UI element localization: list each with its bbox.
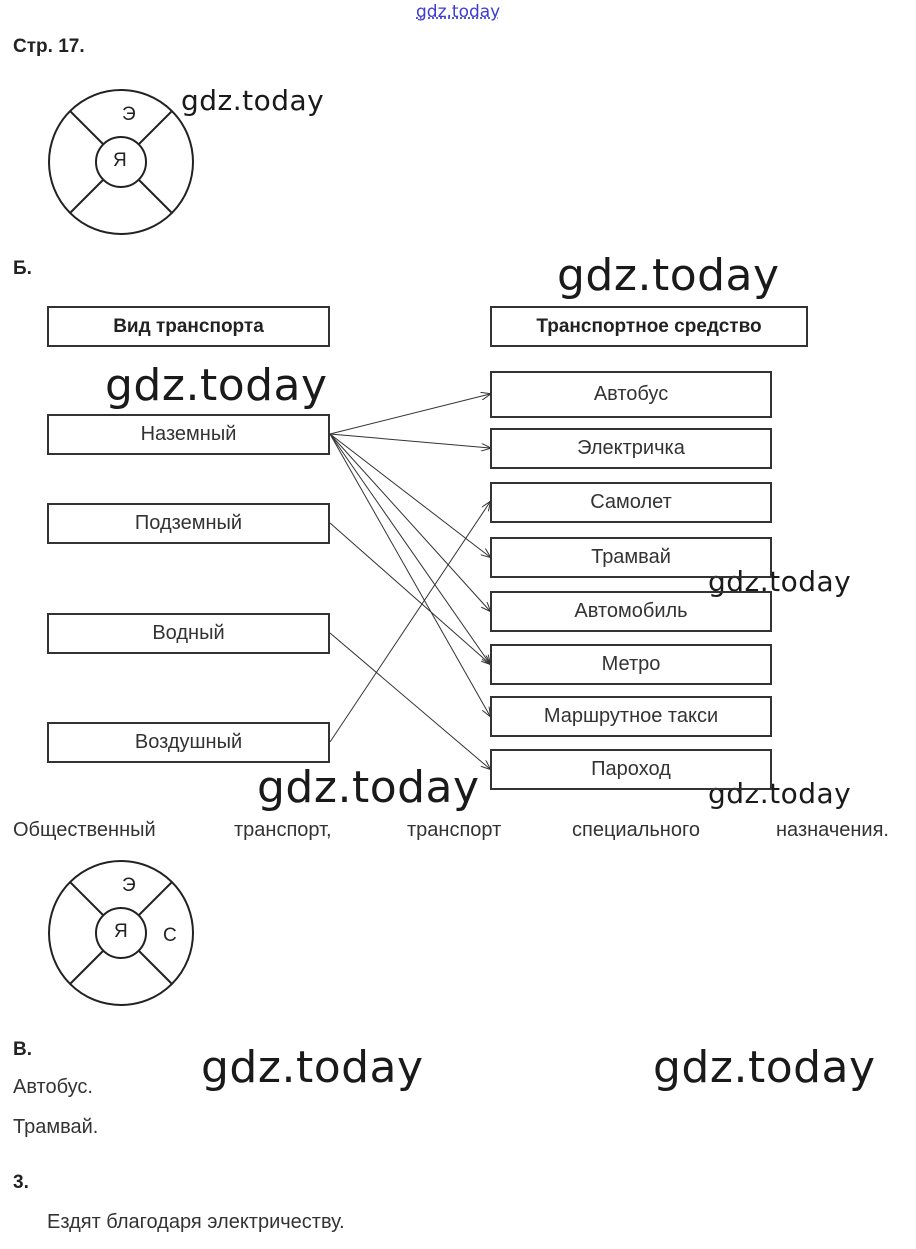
arrow-underground-metro <box>330 523 490 664</box>
watermark-1: gdz.today <box>181 84 325 117</box>
arrow-ground-metro <box>330 434 490 664</box>
right-item-plane: Самолет <box>490 482 772 523</box>
circle2-right-letter: С <box>163 925 177 946</box>
justified-line-word-1: Общественный <box>13 819 156 841</box>
section-v-line-1: Автобус. <box>13 1076 93 1098</box>
left-item-underground: Подземный <box>47 503 330 544</box>
justified-line-word-5: назначения. <box>776 819 889 841</box>
circle1-top-letter: Э <box>122 104 136 125</box>
section-v-line-2: Трамвай. <box>13 1116 99 1138</box>
right-item-train: Электричка <box>490 428 772 469</box>
section-3-label: 3. <box>13 1172 29 1193</box>
justified-line-word-3: транспорт <box>407 819 502 841</box>
watermark-8: gdz.today <box>653 1042 876 1093</box>
right-item-steamer: Пароход <box>490 749 772 790</box>
left-item-ground: Наземный <box>47 414 330 455</box>
section-3-text: Ездят благодаря электричеству. <box>47 1211 345 1233</box>
justified-line-word-4: специального <box>572 819 700 841</box>
left-header: Вид транспорта <box>47 306 330 347</box>
right-header: Транспортное средство <box>490 306 808 347</box>
circle1-center-letter: Я <box>113 150 127 171</box>
arrow-ground-tram <box>330 434 490 557</box>
arrow-ground-bus <box>330 394 490 434</box>
right-item-minibus: Маршрутное такси <box>490 696 772 737</box>
circle2-center-letter: Я <box>114 921 128 942</box>
right-item-bus: Автобус <box>490 371 772 418</box>
circle2-top-letter: Э <box>122 875 136 896</box>
header-watermark: gdz.today <box>416 2 501 22</box>
right-item-tram: Трамвай <box>490 537 772 578</box>
watermark-5: gdz.today <box>257 762 480 813</box>
right-item-car: Автомобиль <box>490 591 772 632</box>
right-item-metro: Метро <box>490 644 772 685</box>
section-b-label: Б. <box>13 258 32 279</box>
page-reference: Стр. 17. <box>13 36 85 57</box>
watermark-2: gdz.today <box>557 250 780 301</box>
watermark-3: gdz.today <box>105 360 328 411</box>
watermark-7: gdz.today <box>201 1042 424 1093</box>
arrow-ground-car <box>330 434 490 611</box>
arrow-water-steamer <box>330 633 490 769</box>
watermark-6: gdz.today <box>708 777 852 810</box>
watermark-4: gdz.today <box>708 565 852 598</box>
left-item-air: Воздушный <box>47 722 330 763</box>
arrow-ground-train <box>330 434 490 448</box>
left-item-water: Водный <box>47 613 330 654</box>
arrow-air-plane <box>330 502 490 742</box>
section-v-label: В. <box>13 1039 32 1060</box>
arrow-ground-minibus <box>330 434 490 716</box>
justified-line-word-2: транспорт, <box>234 819 332 841</box>
